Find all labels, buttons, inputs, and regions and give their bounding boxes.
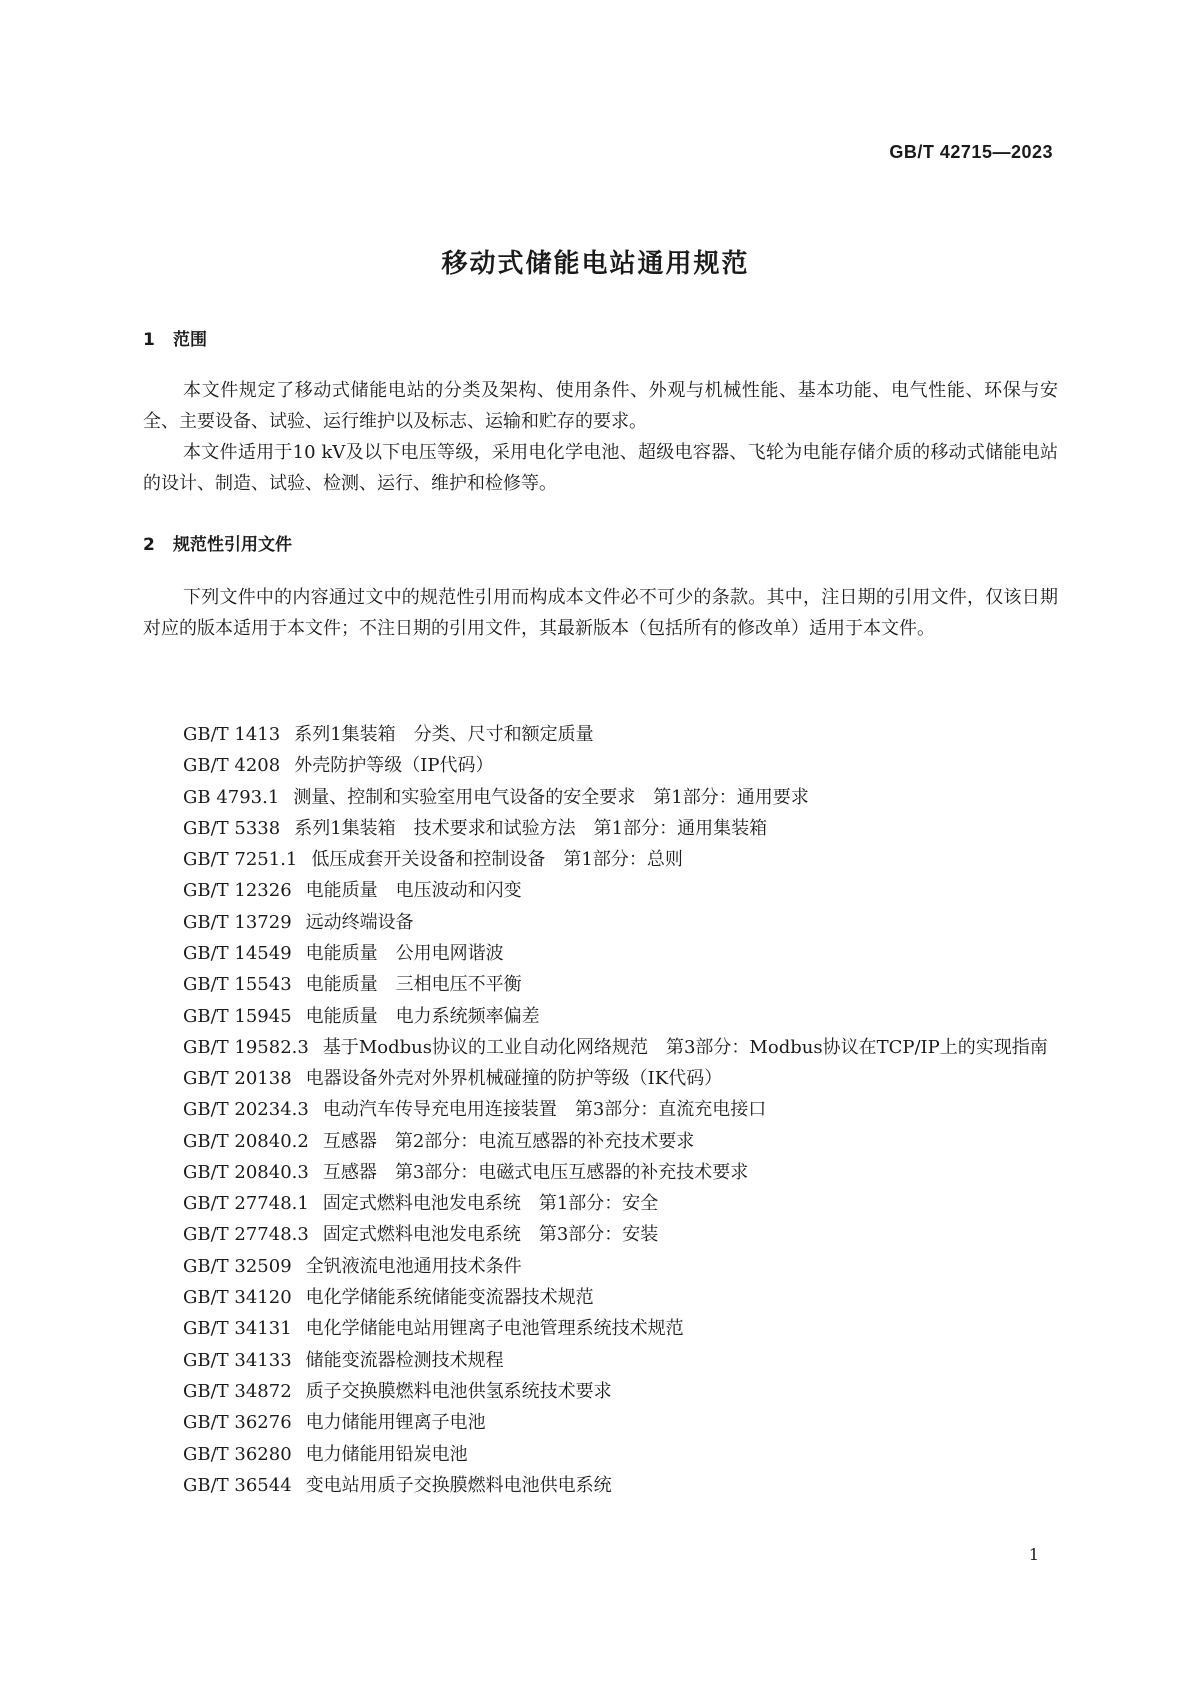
- reference-item: [143, 750, 1058, 781]
- reference-code: GB/T 34872: [183, 1380, 292, 1402]
- reference-code: GB/T 7251.1: [183, 849, 298, 871]
- scope-paragraph-1: 本文件规定了移动式储能电站的分类及架构、使用条件、外观与机械性能、基本功能、电气性能、环保与安全、主要设备、试验、运行维护以及标志、运输和贮存的要求。: [143, 380, 1058, 432]
- reference-code: GB/T 19582.3: [183, 1036, 309, 1058]
- reference-code: GB/T 20234.3: [183, 1099, 309, 1121]
- reference-code: GB/T 12326: [183, 880, 292, 902]
- reference-item: [143, 1188, 1058, 1219]
- reference-title: 远动终端设备: [305, 911, 414, 933]
- scope-paragraph-2: 本文件适用于10 kV及以下电压等级，采用电化学电池、超级电容器、飞轮为电能存储介质的移动式储能电站的设计、制造、试验、检测、运行、维护和检修等。: [143, 442, 1058, 494]
- reference-code: GB/T 15945: [183, 1005, 292, 1027]
- reference-title: 低压成套开关设备和控制设备 第1部分：总则: [311, 849, 683, 871]
- reference-list: [143, 719, 1058, 1501]
- reference-code: GB 4793.1: [183, 786, 280, 808]
- reference-item: [143, 1407, 1058, 1438]
- reference-code: GB/T 4208: [183, 755, 281, 777]
- reference-title: 系列1集装箱 分类、尺寸和额定质量: [294, 724, 594, 745]
- reference-item: [143, 1439, 1058, 1470]
- reference-item: [143, 719, 1058, 750]
- reference-code: GB/T 13729: [183, 911, 292, 933]
- reference-title: 电能质量 电压波动和闪变: [305, 880, 522, 902]
- reference-code: GB/T 36280: [183, 1443, 292, 1465]
- reference-title: 电器设备外壳对外界机械碰撞的防护等级（IK代码）: [305, 1067, 723, 1089]
- reference-title: 电能质量 电力系统频率偏差: [305, 1005, 540, 1027]
- reference-code: GB/T 34131: [183, 1318, 292, 1340]
- reference-item: [143, 1470, 1058, 1501]
- reference-code: GB/T 14549: [183, 943, 292, 965]
- reference-code: GB/T 20840.3: [183, 1161, 309, 1183]
- reference-item: [143, 969, 1058, 1000]
- reference-title: 电能质量 公用电网谐波: [305, 943, 504, 965]
- reference-title: 电力储能用铅炭电池: [305, 1443, 468, 1465]
- reference-code: GB/T 36544: [183, 1474, 292, 1496]
- reference-code: GB/T 5338: [183, 817, 281, 839]
- reference-code: GB/T 20840.2: [183, 1130, 309, 1152]
- page-number: 1: [1028, 1545, 1039, 1564]
- reference-title: 测量、控制和实验室用电气设备的安全要求 第1部分：通用要求: [293, 786, 809, 808]
- section-2-heading: [143, 530, 292, 555]
- reference-title: 固定式燃料电池发电系统 第1部分：安全: [322, 1193, 659, 1215]
- reference-item: [143, 875, 1058, 906]
- reference-title: 系列1集装箱 技术要求和试验方法 第1部分：通用集装箱: [294, 817, 768, 839]
- section-title: 范围: [173, 330, 207, 350]
- reference-code: GB/T 36276: [183, 1412, 292, 1434]
- reference-code: GB/T 27748.1: [183, 1193, 309, 1215]
- reference-code: GB/T 32509: [183, 1255, 292, 1277]
- reference-code: GB/T 34120: [183, 1287, 292, 1309]
- reference-item: [143, 907, 1058, 938]
- section-number: 1: [143, 330, 155, 350]
- reference-item: [143, 1345, 1058, 1376]
- reference-item: [143, 1157, 1058, 1188]
- reference-item: [143, 1219, 1058, 1250]
- reference-title: 质子交换膜燃料电池供氢系统技术要求: [305, 1380, 612, 1402]
- reference-title: 基于Modbus协议的工业自动化网络规范 第3部分：Modbus协议在TCP/IP上的实现指南: [322, 1036, 1048, 1058]
- reference-item: [143, 1001, 1058, 1032]
- reference-title: 电化学储能系统储能变流器技术规范: [305, 1287, 594, 1309]
- reference-title: 储能变流器检测技术规程: [305, 1349, 504, 1371]
- reference-title: 互感器 第2部分：电流互感器的补充技术要求: [322, 1130, 695, 1152]
- reference-item: [143, 1251, 1058, 1282]
- reference-code: GB/T 1413: [183, 724, 281, 745]
- reference-code: GB/T 27748.3: [183, 1224, 309, 1246]
- reference-title: 变电站用质子交换膜燃料电池供电系统: [305, 1474, 612, 1496]
- reference-title: 外壳防护等级（IP代码）: [294, 755, 494, 777]
- reference-title: 全钒液流电池通用技术条件: [305, 1255, 522, 1277]
- reference-item: [143, 813, 1058, 844]
- reference-title: 电动汽车传导充电用连接装置 第3部分：直流充电接口: [322, 1099, 767, 1121]
- reference-title: 电力储能用锂离子电池: [305, 1412, 486, 1434]
- reference-item: [143, 1282, 1058, 1313]
- reference-item: [143, 1063, 1058, 1094]
- document-title: 移动式储能电站通用规范: [441, 249, 750, 279]
- reference-code: GB/T 20138: [183, 1067, 292, 1089]
- reference-item: [143, 1094, 1058, 1125]
- reference-item: [143, 782, 1058, 813]
- reference-item: [143, 1032, 1058, 1063]
- section-number: 2: [143, 535, 155, 555]
- reference-code: GB/T 34133: [183, 1349, 292, 1371]
- reference-item: [143, 1376, 1058, 1407]
- reference-title: 固定式燃料电池发电系统 第3部分：安装: [322, 1224, 659, 1246]
- reference-code: GB/T 15543: [183, 974, 292, 996]
- reference-item: [143, 1126, 1058, 1157]
- references-intro: 下列文件中的内容通过文中的规范性引用而构成本文件必不可少的条款。其中，注日期的引用文件，仅该日期对应的版本适用于本文件；不注日期的引用文件，其最新版本（包括所有的修改单）适用于本文件。: [143, 587, 1058, 639]
- section-1-heading: [143, 325, 207, 350]
- section-title: 规范性引用文件: [173, 535, 292, 555]
- reference-title: 电能质量 三相电压不平衡: [305, 974, 522, 996]
- reference-item: [143, 938, 1058, 969]
- standard-code: GB/T 42715—2023: [889, 142, 1053, 162]
- reference-item: [143, 1313, 1058, 1344]
- reference-title: 电化学储能电站用锂离子电池管理系统技术规范: [305, 1318, 684, 1340]
- reference-item: [143, 844, 1058, 875]
- reference-title: 互感器 第3部分：电磁式电压互感器的补充技术要求: [322, 1161, 749, 1183]
